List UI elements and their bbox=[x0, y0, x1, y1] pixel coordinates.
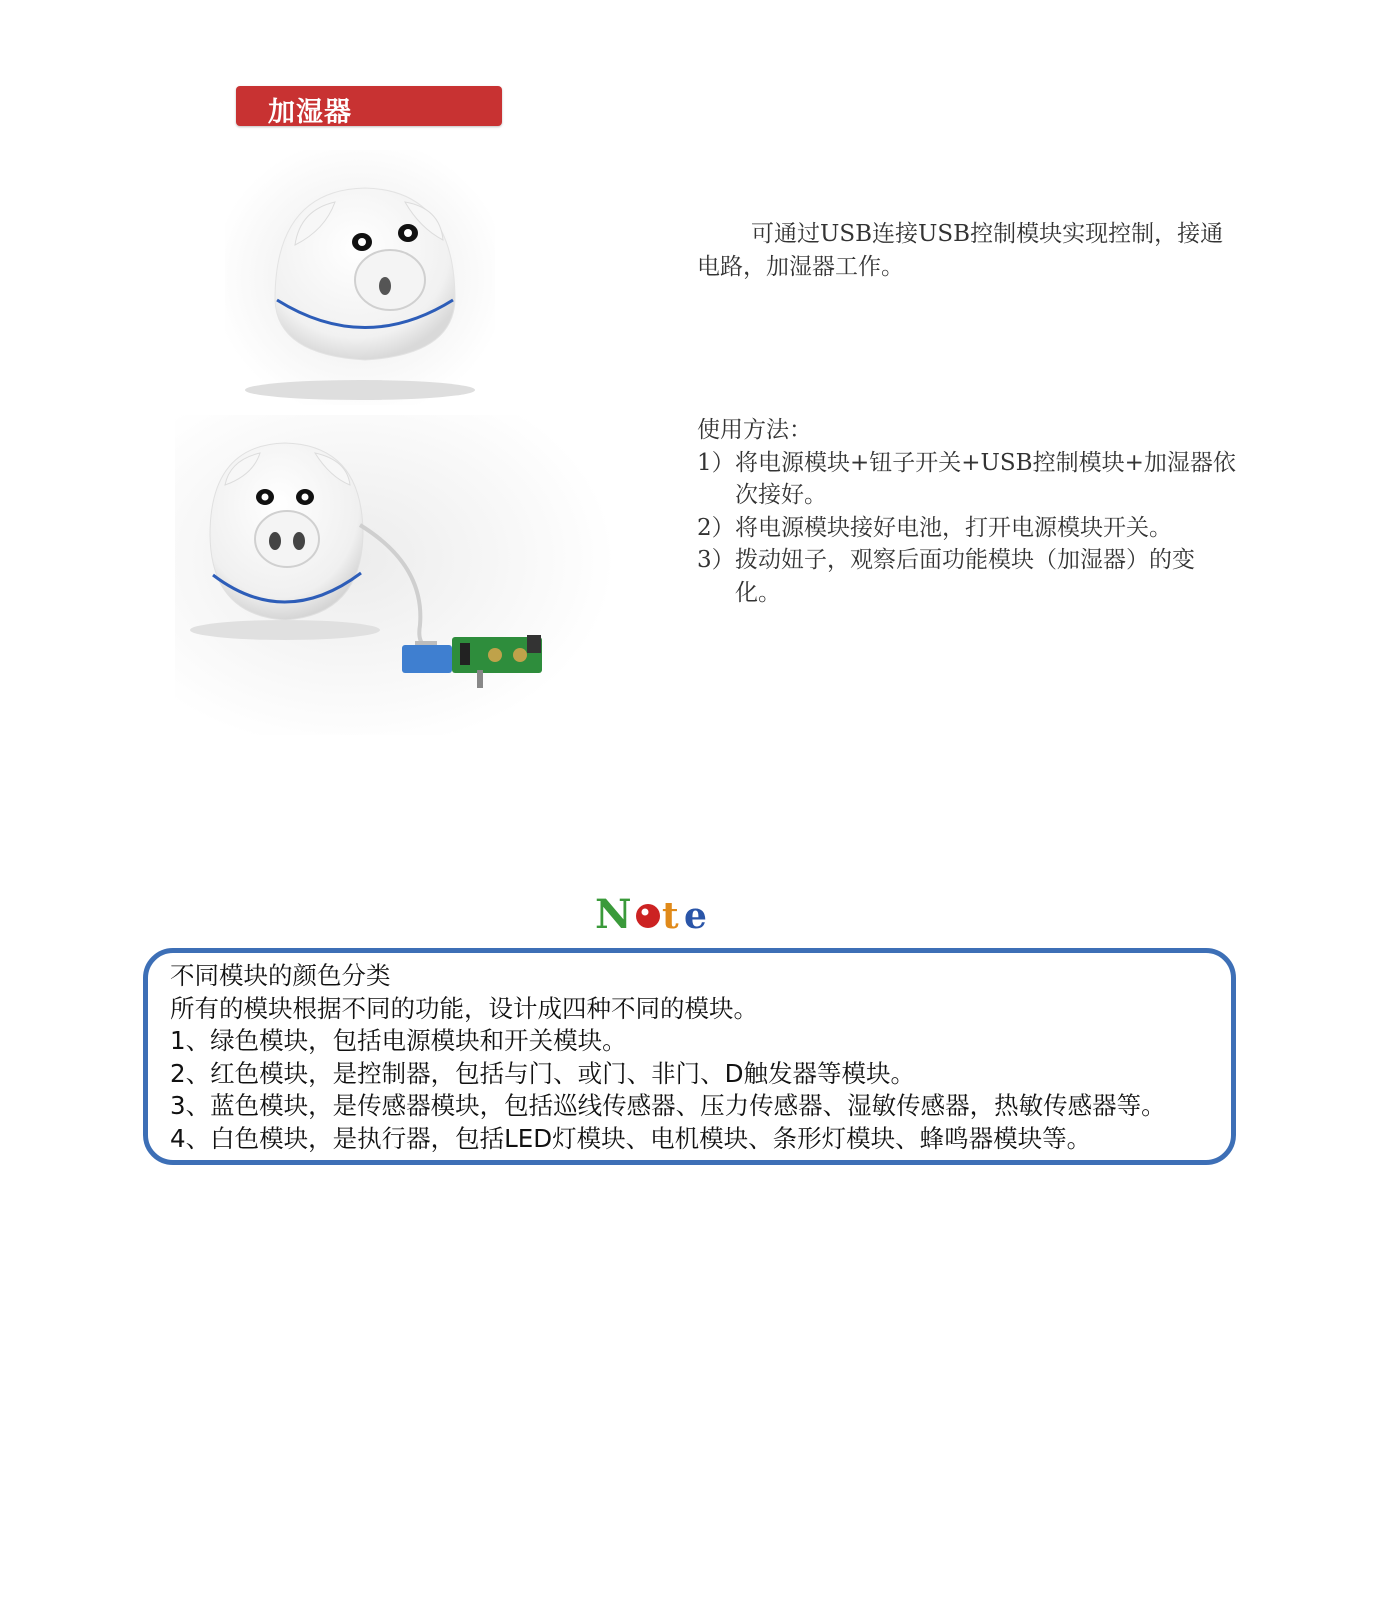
usage-step-text: 将电源模块+钮子开关+USB控制模块+加湿器依次接好。 bbox=[735, 449, 1236, 508]
humidifier-photo bbox=[225, 150, 495, 405]
note-line: 1、绿色模块，包括电源模块和开关模块。 bbox=[170, 1026, 627, 1056]
svg-text:t: t bbox=[662, 895, 679, 937]
note-line: 3、蓝色模块，是传感器模块，包括巡线传感器、压力传感器、湿敏传感器，热敏传感器等。 bbox=[170, 1091, 1166, 1121]
usage-step-number: 3） bbox=[697, 547, 735, 573]
usage-step-number: 1） bbox=[697, 449, 735, 476]
note-line: 4、白色模块，是执行器，包括LED灯模块、电机模块、条形灯模块、蜂鸣器模块等。 bbox=[170, 1123, 1092, 1153]
description-block bbox=[697, 218, 1237, 284]
note-text bbox=[170, 960, 1230, 1156]
usage-heading: 使用方法： bbox=[697, 417, 812, 443]
usage-step bbox=[697, 544, 1237, 609]
usage-step-text: 将电源模块接好电池，打开电源模块开关。 bbox=[735, 514, 1172, 541]
svg-text:N: N bbox=[595, 891, 632, 938]
usage-step bbox=[697, 447, 1237, 512]
description-text: 可通过USB连接USB控制模块实现控制，接通电路，加湿器工作。 bbox=[697, 221, 1224, 280]
note-logo bbox=[595, 890, 715, 938]
humidifier-wiring-photo bbox=[175, 415, 615, 735]
note-line: 2、红色模块，是控制器，包括与门、或门、非门、D触发器等模块。 bbox=[170, 1058, 915, 1088]
usage-steps bbox=[697, 447, 1237, 610]
usage-step-text: 拨动妞子，观察后面功能模块（加湿器）的变化。 bbox=[735, 547, 1195, 606]
svg-text:e: e bbox=[684, 895, 707, 937]
section-title-bar bbox=[236, 86, 502, 126]
usage-block bbox=[697, 414, 1237, 609]
usage-step bbox=[697, 512, 1237, 545]
note-line: 所有的模块根据不同的功能，设计成四种不同的模块。 bbox=[170, 993, 758, 1023]
section-title: 加湿器 bbox=[268, 97, 352, 128]
note-heading: 不同模块的颜色分类 bbox=[170, 961, 391, 990]
usage-step-number: 2） bbox=[697, 514, 735, 541]
